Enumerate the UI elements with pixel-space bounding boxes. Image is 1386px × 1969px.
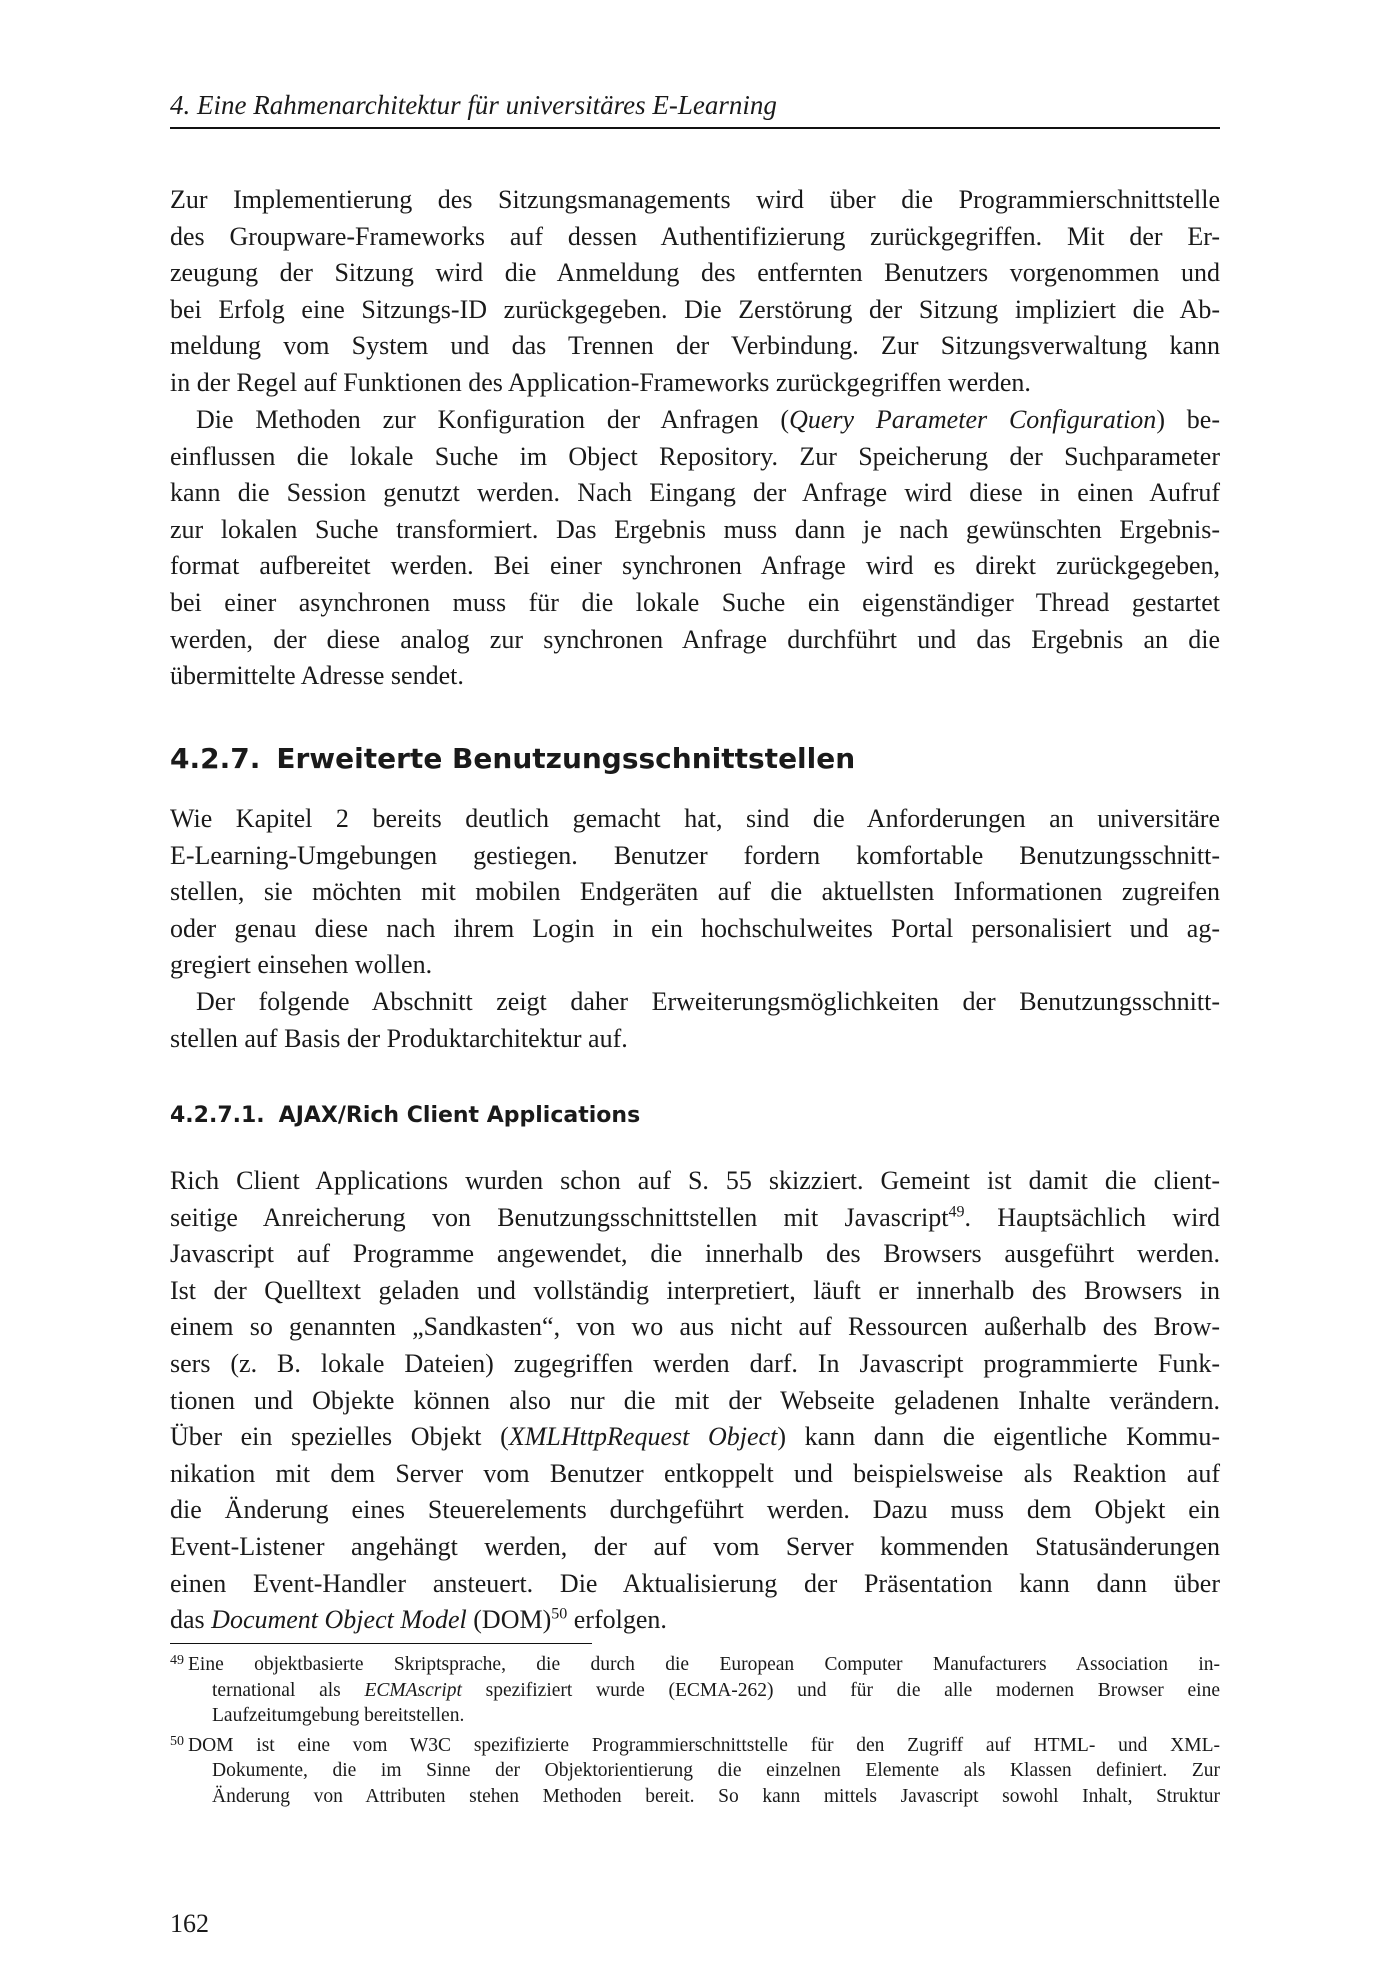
- text-line: in der Regel auf Funktionen des Application-Frameworks zurückgegriffen werden.: [170, 367, 1031, 397]
- subsection-heading: [170, 1102, 1220, 1130]
- paragraph-query-configuration: [170, 402, 1220, 695]
- italic-term: Document Object Model: [211, 1605, 467, 1635]
- text-line: werden, der diese analog zur synchronen Anfrage durchführt und das Ergebnis an die: [170, 624, 1220, 654]
- text-line: des Groupware-Frameworks auf dessen Authentifizierung zurückgegriffen. Mit der Er-: [170, 221, 1220, 251]
- text-line: gregiert einsehen wollen.: [170, 950, 433, 980]
- paragraph-rich-client: [170, 1163, 1220, 1639]
- italic-term: Query Parameter Configuration: [789, 405, 1157, 434]
- subsection-title: AJAX/Rich Client Applications: [278, 1103, 641, 1128]
- footnote-49: [170, 1652, 1220, 1729]
- text-line: zur lokalen Suche transformiert. Das Ergebnis muss dann je nach gewünschten Ergebnis-: [170, 514, 1220, 544]
- text-line: format aufbereitet werden. Bei einer synchronen Anfrage wird es direkt zurückgegeben,: [170, 551, 1220, 581]
- text-line: Zur Implementierung des Sitzungsmanagements wird über die Programmierschnittstelle: [170, 185, 1220, 214]
- text-line: nikation mit dem Server vom Benutzer entkoppelt und beispielsweise als Reaktion auf: [170, 1458, 1220, 1488]
- footnote-rule: [170, 1643, 592, 1644]
- text-line: oder genau diese nach ihrem Login in ein hochschulweites Portal personalisiert und ag-: [170, 913, 1220, 943]
- text-line: meldung vom System und das Trennen der Verbindung. Zur Sitzungsverwaltung kann: [170, 331, 1220, 361]
- footnote-ref-50[interactable]: 50: [551, 1605, 568, 1623]
- text-line: einflussen die lokale Suche im Object Repository. Zur Speicherung der Suchparameter: [170, 441, 1220, 471]
- page-number: 162: [170, 1909, 209, 1938]
- running-head: 4. Eine Rahmenarchitektur für universitäres E-Learning: [170, 90, 777, 120]
- footnote-line: Laufzeitumgebung bereitstellen.: [212, 1705, 465, 1726]
- footnote-line: ternational als ECMAscript spezifiziert wurde (ECMA-262) und für die alle modernen Browser eine: [212, 1679, 1220, 1701]
- text-line: kann die Session genutzt werden. Nach Eingang der Anfrage wird diese in einen Aufruf: [170, 478, 1220, 508]
- text-line: Rich Client Applications wurden schon auf S. 55 skizziert. Gemeint ist damit die client-: [170, 1166, 1220, 1195]
- text-line: stellen, sie möchten mit mobilen Endgeräten auf die aktuellsten Informationen zugreifen: [170, 877, 1220, 907]
- text-line: bei einer asynchronen muss für die lokale Suche ein eigenständiger Thread gestartet: [170, 587, 1220, 617]
- footnote-line: Dokumente, die im Sinne der Objektorientierung die einzelnen Elemente als Klassen definiert. Zur: [212, 1760, 1220, 1781]
- text-line: Wie Kapitel 2 bereits deutlich gemacht hat, sind die Anforderungen an universitäre: [170, 804, 1220, 833]
- italic-term: ECMAscript: [364, 1679, 462, 1701]
- text-line: das Document Object Model (DOM)$^{50}$ erfolgen.: [170, 1605, 667, 1635]
- subsection-number: 4.2.7.1.: [170, 1103, 265, 1128]
- footnote-line: Änderung von Attributen stehen Methoden bereit. So kann mittels Javascript sowohl Inhalt, Struktur: [212, 1785, 1220, 1807]
- footnote-line: DOM ist eine vom W3C spezifizierte Programmierschnittstelle für den Zugriff auf HTML- und XML-: [188, 1734, 1220, 1756]
- text-line: E-Learning-Umgebungen gestiegen. Benutzer fordern komfortable Benutzungsschnitt-: [170, 840, 1220, 870]
- footnote-mark: 49: [170, 1653, 184, 1668]
- text-line: übermittelte Adresse sendet.: [170, 661, 464, 691]
- footnotes: [170, 1652, 1220, 1809]
- text-line: Über ein spezielles Objekt (XMLHttpRequest Object) kann dann die eigentliche Kommu-: [170, 1422, 1220, 1452]
- text-line: Javascript auf Programme angewendet, die innerhalb des Browsers ausgeführt werden.: [170, 1239, 1220, 1269]
- text-line: Der folgende Abschnitt zeigt daher Erweiterungsmöglichkeiten der Benutzungsschnitt-: [196, 987, 1220, 1016]
- italic-term: XMLHttpRequest Object: [508, 1422, 778, 1452]
- section-title: Erweiterte Benutzungsschnittstellen: [276, 742, 856, 775]
- text-line: seitige Anreicherung von Benutzungsschnittstellen mit Javascript$^{49}$. Hauptsächlich wird: [170, 1202, 1220, 1232]
- paragraph-session-management: [170, 182, 1220, 402]
- text-line: einen Event-Handler ansteuert. Die Aktualisierung der Präsentation kann dann über: [170, 1568, 1220, 1598]
- section-number: 4.2.7.: [170, 742, 261, 775]
- paragraph-section-overview: [170, 984, 1220, 1057]
- text-line: bei Erfolg eine Sitzungs-ID zurückgegeben. Die Zerstörung der Sitzung impliziert die Ab-: [170, 294, 1220, 324]
- paragraph-requirements: [170, 801, 1220, 984]
- footnote-ref-49[interactable]: 49: [948, 1203, 965, 1220]
- text-line: die Änderung eines Steuerelements durchgeführt werden. Dazu muss dem Objekt ein: [170, 1495, 1220, 1525]
- text-line: sers (z. B. lokale Dateien) zugegriffen werden darf. In Javascript programmierte Funk-: [170, 1348, 1220, 1378]
- footnote-mark: 50: [170, 1733, 184, 1749]
- header-rule: [170, 127, 1220, 129]
- footnote-50: [170, 1733, 1220, 1810]
- text-line: stellen auf Basis der Produktarchitektur auf.: [170, 1023, 628, 1053]
- section-heading: [170, 742, 1220, 776]
- text-line: tionen und Objekte können also nur die mit der Webseite geladenen Inhalte verändern.: [170, 1385, 1220, 1415]
- text-line: einem so genannten „Sandkasten“, von wo aus nicht auf Ressourcen außerhalb des Brow-: [170, 1312, 1220, 1342]
- text-line: Ist der Quelltext geladen und vollständig interpretiert, läuft er innerhalb des Browsers in: [170, 1275, 1220, 1305]
- text-line: zeugung der Sitzung wird die Anmeldung des entfernten Benutzers vorgenommen und: [170, 258, 1220, 288]
- text-line: Die Methoden zur Konfiguration der Anfragen (Query Parameter Configuration) be-: [196, 405, 1221, 434]
- footnote-line: Eine objektbasierte Skriptsprache, die durch die European Computer Manufacturers Association in-: [188, 1654, 1220, 1675]
- text-line: Event-Listener angehängt werden, der auf vom Server kommenden Statusänderungen: [170, 1531, 1220, 1561]
